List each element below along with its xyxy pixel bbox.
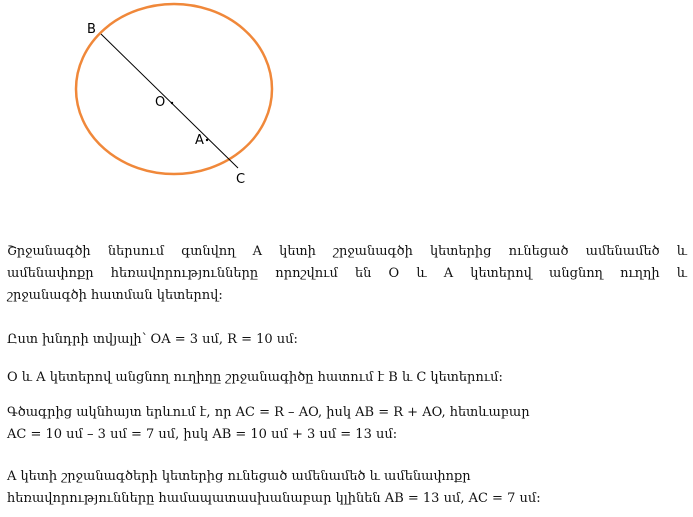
label-b: B <box>87 22 96 37</box>
paragraph-intro-line2: ամենափոքր հեռավորությունները որոշվում են O և A կետերով անցնող ուղղի և <box>7 266 687 281</box>
circle <box>76 4 272 174</box>
paragraph-conclusion-line1: A կետի շրջանագծերի կետերից ունեցած ամենամեծ և ամենափոքր <box>7 469 471 484</box>
paragraph-intersection-line: O և A կետերով անցնող ուղիղը շրջանագիծը հատում է B և C կետերում: <box>7 370 503 385</box>
label-o: O <box>155 95 166 110</box>
circle-diagram <box>0 0 300 200</box>
geometry-figure <box>0 0 300 200</box>
chord-bc <box>101 34 238 168</box>
paragraph-intro-line3: շրջանագծի հատման կետերով: <box>7 288 223 303</box>
paragraph-derivation-line2: AC = 10 սմ – 3 սմ = 7 սմ, իսկ AB = 10 սմ + 3 սմ = 13 սմ: <box>7 427 398 442</box>
paragraph-intersection <box>7 367 687 389</box>
label-c: C <box>236 172 246 187</box>
paragraph-derivation <box>7 402 687 446</box>
paragraph-given <box>7 329 687 351</box>
point-o <box>171 102 173 104</box>
point-a <box>206 139 208 141</box>
paragraph-given-line: Ըստ խնդրի տվյալի՝ OA = 3 սմ, R = 10 սմ: <box>7 332 298 347</box>
label-a: A <box>195 133 204 148</box>
paragraph-intro <box>7 241 687 307</box>
paragraph-intro-line1: Շրջանագծի ներսում գտնվող A կետի շրջանագծի կետերից ունեցած ամենամեծ և <box>7 244 687 259</box>
paragraph-conclusion-line2: հեռավորությունները համապատասխանաբար կլինեն AB = 13 սմ, AC = 7 սմ: <box>7 491 541 506</box>
paragraph-conclusion <box>7 466 687 510</box>
paragraph-derivation-line1: Գծագրից ակնհայտ երևում է, որ AC = R – AO, իսկ AB = R + AO, հետևաբար <box>7 405 530 420</box>
